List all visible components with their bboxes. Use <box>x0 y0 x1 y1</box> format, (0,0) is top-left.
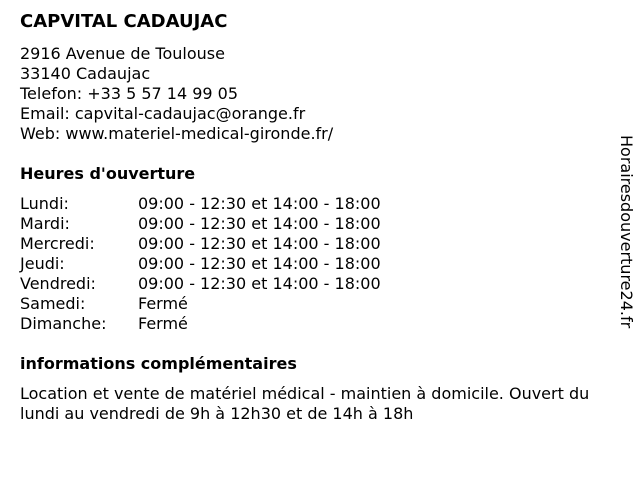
hours-row <box>20 254 381 274</box>
email-line: Email: capvital-cadaujac@orange.fr <box>20 104 306 123</box>
day-hours: 09:00 - 12:30 et 14:00 - 18:00 <box>138 194 381 213</box>
address-city: 33140 Cadaujac <box>20 64 151 83</box>
site-watermark: Horairesdouverture24.fr <box>617 135 636 329</box>
day-hours: 09:00 - 12:30 et 14:00 - 18:00 <box>138 254 381 273</box>
opening-hours-table <box>20 194 381 334</box>
day-label: Vendredi: <box>20 274 96 293</box>
day-label: Mardi: <box>20 214 70 233</box>
opening-hours-heading: Heures d'ouverture <box>20 164 196 183</box>
business-name: CAPVITAL CADAUJAC <box>20 11 228 32</box>
hours-row <box>20 194 381 214</box>
day-label: Samedi: <box>20 294 86 313</box>
hours-row <box>20 274 381 294</box>
contact-block <box>20 44 333 144</box>
web-line: Web: www.materiel-medical-gironde.fr/ <box>20 124 334 143</box>
day-hours: 09:00 - 12:30 et 14:00 - 18:00 <box>138 234 381 253</box>
day-hours: Fermé <box>138 294 188 313</box>
day-label: Jeudi: <box>20 254 65 273</box>
hours-row <box>20 294 381 314</box>
hours-row <box>20 234 381 254</box>
additional-info-text: Location et vente de matériel médical - maintien à domicile. Ouvert du lundi au vendredi de 9h à 12h30 et de 14h à 18h <box>20 384 590 423</box>
hours-row <box>20 314 381 334</box>
day-hours: Fermé <box>138 314 188 333</box>
additional-info-heading: informations complémentaires <box>20 354 297 373</box>
day-hours: 09:00 - 12:30 et 14:00 - 18:00 <box>138 214 381 233</box>
address-street: 2916 Avenue de Toulouse <box>20 44 225 63</box>
day-hours: 09:00 - 12:30 et 14:00 - 18:00 <box>138 274 381 293</box>
day-label: Lundi: <box>20 194 69 213</box>
hours-row <box>20 214 381 234</box>
day-label: Dimanche: <box>20 314 107 333</box>
phone-line: Telefon: +33 5 57 14 99 05 <box>20 84 239 103</box>
day-label: Mercredi: <box>20 234 95 253</box>
